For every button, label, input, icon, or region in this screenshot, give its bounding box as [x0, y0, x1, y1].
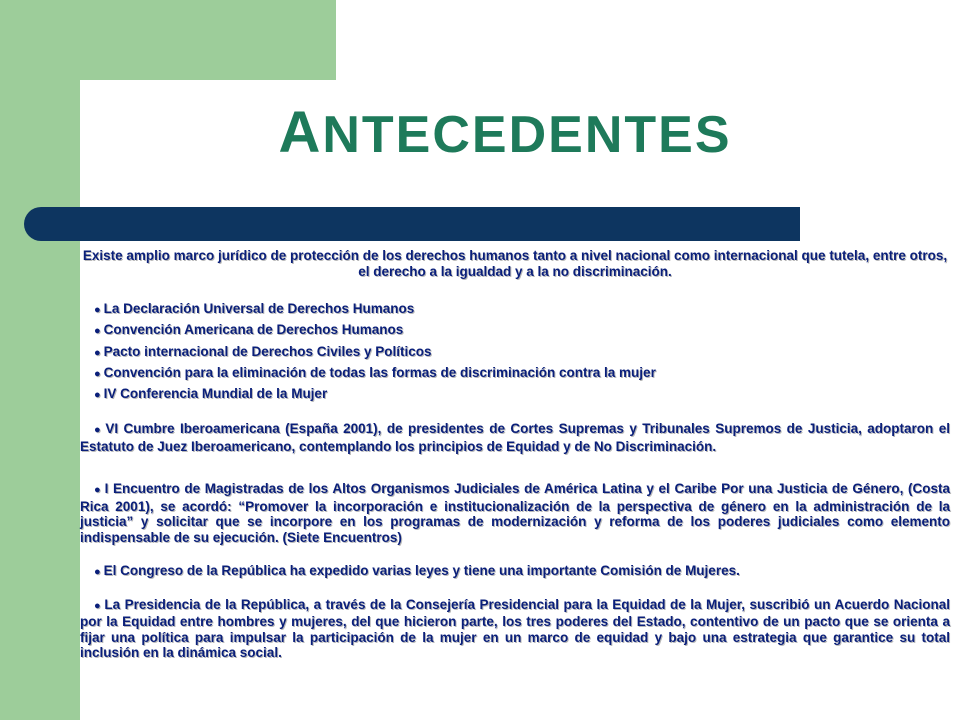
title-underline-bar [24, 207, 800, 241]
paragraph-congreso: ● El Congreso de la República ha expedido varias leyes y tiene una importante Comisión de Mujeres. [94, 563, 740, 579]
list-item: ● Convención Americana de Derechos Humanos [94, 322, 404, 338]
paragraph-encuentro: ● I Encuentro de Magistradas de los Altos Organismos Judiciales de América Latina y el Caribe Por una Justicia de Género, (Costa Rica 2001), se acordó: “Promover la incorporación e institucionalización de la perspectiva de género en la administración de la justicia” y solicitar que se incorpore en los programas de modernización y reforma de los poderes judiciales como elemento indispensable de su ejecución. (Siete Encuentros) [80, 481, 950, 545]
left-green-band [0, 0, 80, 720]
top-green-band [80, 0, 336, 80]
bullet-icon: ● [94, 346, 101, 359]
bullet-icon: ● [94, 484, 102, 497]
title-first-letter: A [278, 100, 323, 165]
paragraph-presidencia: ● La Presidencia de la República, a través de la Consejería Presidencial para la Equidad de la Mujer, suscribió un Acuerdo Nacional por la Equidad entre hombres y mujeres, del que hicieron parte, los tres poderes del Estado, contentivo de un pacto que se orienta a fijar una política para impulsar la participación de la mujer en un marco de equidad y bajo una estrategia que garantice su total inclusión en la dinámica social. [80, 596, 950, 661]
bullet-icon: ● [94, 367, 101, 380]
bullet-icon: ● [94, 566, 101, 579]
list-item: ● Pacto internacional de Derechos Civiles y Políticos [94, 343, 432, 359]
intro-text: Existe amplio marco jurídico de protección de los derechos humanos tanto a nivel nacional como internacional que tutela, entre otros, el derecho a la igualdad y a la no discriminación. [82, 248, 948, 279]
slide-content [80, 248, 950, 661]
list-item: ● La Declaración Universal de Derechos Humanos [94, 301, 415, 316]
bullet-icon: ● [94, 389, 101, 402]
list-item: ● Convención para la eliminación de todas las formas de discriminación contra la mujer [94, 364, 656, 380]
title-rest: NTECEDENTES [322, 106, 732, 164]
list-item: ● IV Conferencia Mundial de la Mujer [94, 386, 328, 402]
slide-title [160, 98, 850, 170]
bullet-icon: ● [94, 599, 102, 612]
rounded-corner [80, 80, 160, 160]
bullet-icon: ● [94, 325, 101, 338]
bullet-icon: ● [94, 304, 101, 316]
paragraph-cumbre: ● VI Cumbre Iberoamericana (España 2001), de presidentes de Cortes Supremas y Tribunales Supremos de Justicia, adoptaron el Estatuto de Juez Iberoamericano, contemplando los principios de Equidad y de No Discriminación. [80, 421, 950, 454]
bullet-icon: ● [94, 424, 103, 437]
